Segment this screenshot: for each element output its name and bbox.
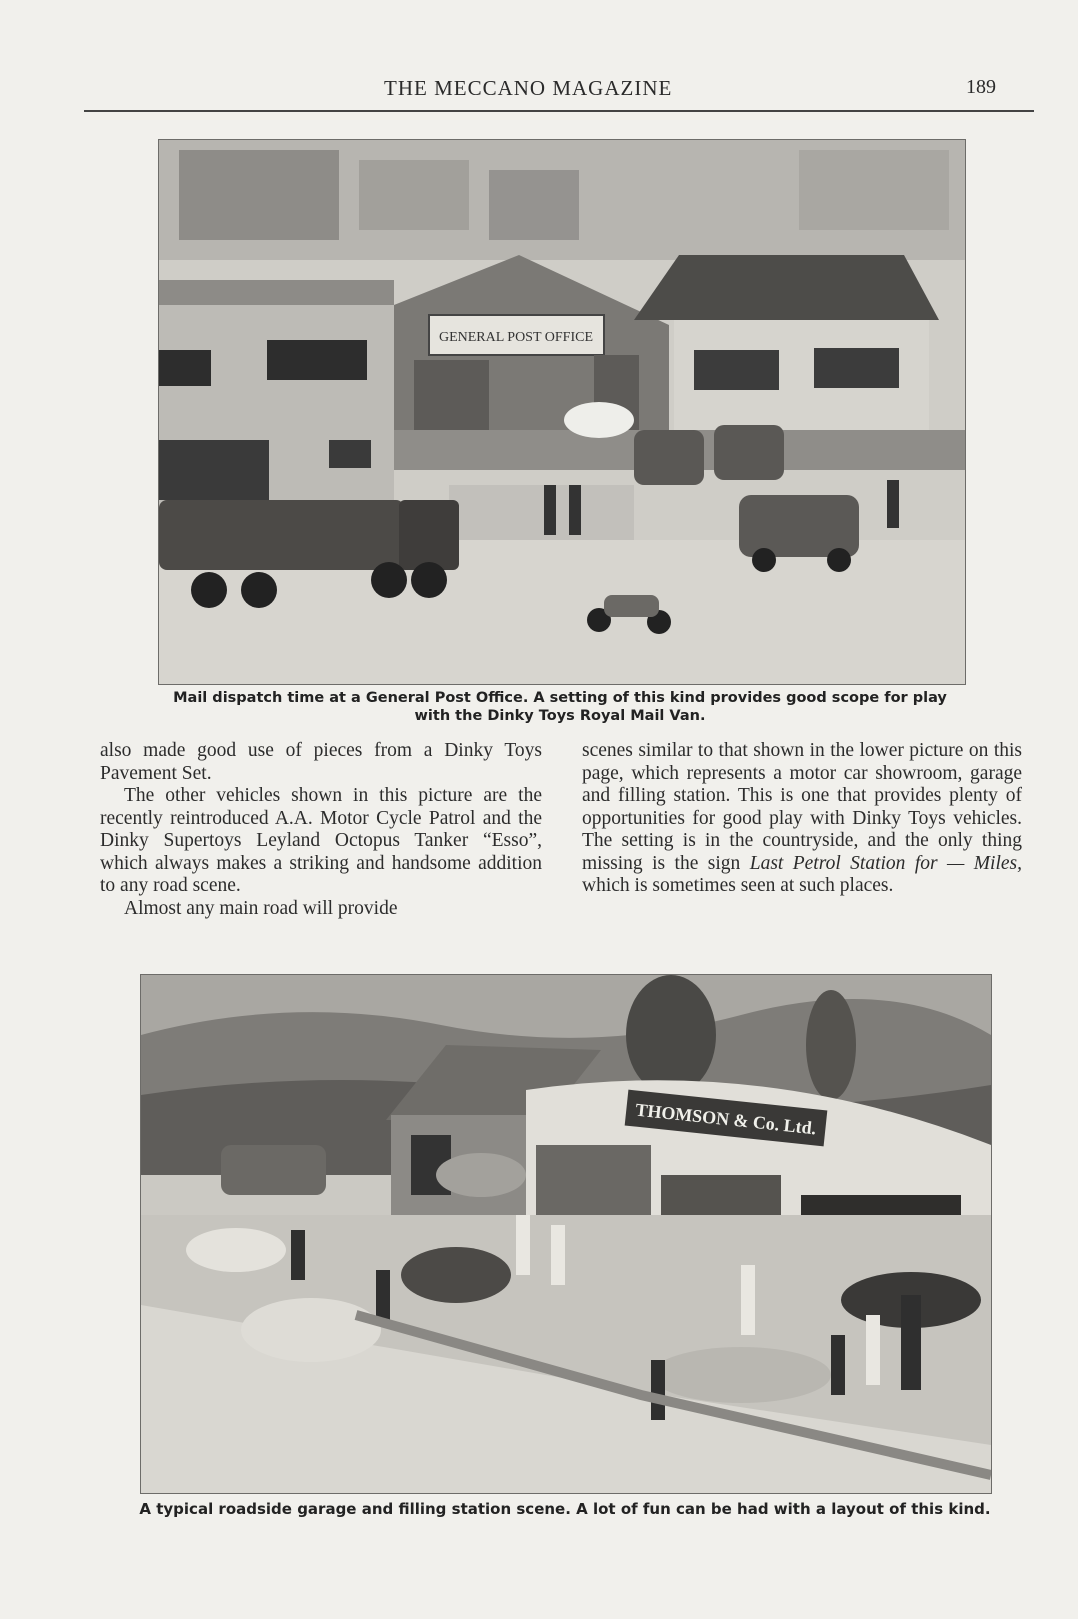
running-title: THE MECCANO MAGAZINE bbox=[384, 76, 673, 100]
left-paragraph-3: Almost any main road will provide bbox=[124, 897, 398, 919]
page-number: 189 bbox=[966, 76, 996, 98]
bottom-photo-caption: A typical roadside garage and filling station scene. A lot of fun can be had with a layout of this kind. bbox=[139, 1500, 991, 1518]
garage-photo bbox=[140, 974, 992, 1494]
post-office-photo bbox=[158, 139, 966, 685]
header-rule bbox=[84, 110, 1034, 112]
right-text-end: which is sometimes seen at such places. bbox=[582, 875, 894, 896]
garage-sign: THOMSON & Co. Ltd. bbox=[634, 1099, 818, 1139]
right-paragraph bbox=[582, 740, 1022, 898]
page-header bbox=[92, 76, 1034, 108]
garage-illustration bbox=[141, 975, 991, 1493]
right-text-start: scenes similar to that shown in the lower picture on this page, which represents a motor car showroom, garage and filling station. This is one that provides plenty of opportunities for good play with Dinky Toys vehicles. The setting is in the countryside, and the only thing missing is the sign bbox=[582, 740, 1022, 874]
post-office-illustration bbox=[159, 140, 965, 684]
left-text-column bbox=[100, 740, 542, 920]
top-photo-caption bbox=[150, 689, 970, 725]
top-caption-line2: with the Dinky Toys Royal Mail Van. bbox=[414, 708, 706, 724]
top-caption-line1: Mail dispatch time at a General Post Office. A setting of this kind provides good scope for play bbox=[173, 690, 947, 706]
left-paragraph-1: also made good use of pieces from a Dinky Toys Pavement Set. bbox=[100, 740, 542, 784]
right-text-column bbox=[582, 740, 1022, 898]
post-office-sign: GENERAL POST OFFICE bbox=[438, 330, 594, 345]
left-paragraph-2: The other vehicles shown in this picture are the recently reintroduced A.A. Motor Cycle Patrol and the Dinky Supertoys Leyland Octopus Tanker “Esso”, which always makes a striking and handsome addition to any road scene. bbox=[100, 785, 542, 896]
right-text-italic-sign: Last Petrol Station for — Miles, bbox=[749, 852, 1022, 874]
